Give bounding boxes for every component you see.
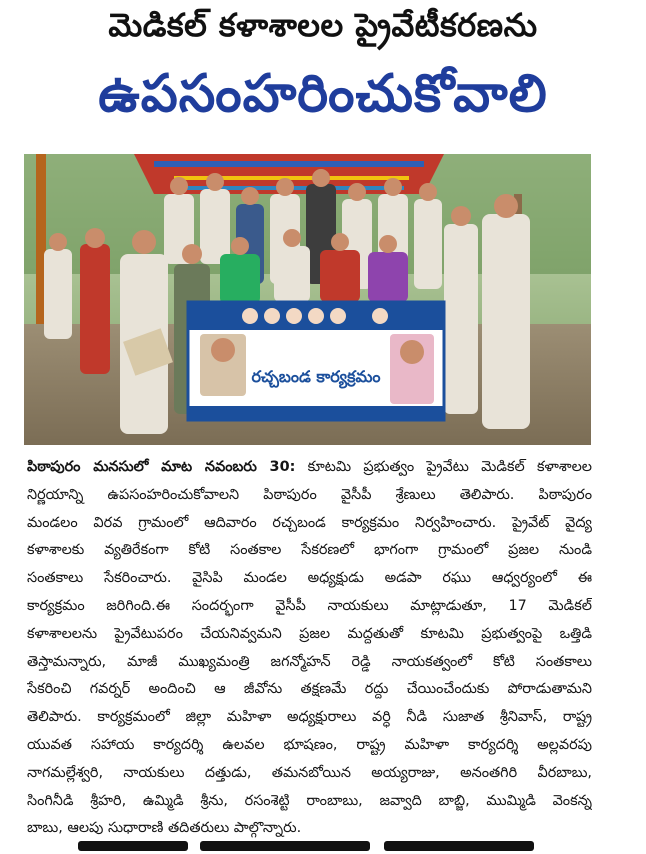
article-line-9: సేకరించి గవర్నర్ అందించి ఆ జీవోను తక్షణమే రద్దు చేయించేందుకు పోరాడుతామని: [27, 681, 592, 698]
article-body: [27, 454, 592, 843]
article-line-6: కార్యక్రమం జరిగింది.ఈ సందర్భంగా వైసీపీ నాయకులు మాట్లాడుతూ, 17 మెడికల్: [27, 597, 592, 614]
article-lead: పిఠాపురం మనసులో మాట నవంబరు 30:: [27, 459, 296, 475]
article-line-3: మండలం విరవ గ్రామంలో ఆదివారం రచ్చబండ కార్యక్రమం నిర్వహించారు. ప్రైవేట్ వైద్య: [27, 514, 592, 531]
news-photo-illustration: [24, 154, 591, 445]
rachabanda-banner: [188, 302, 444, 420]
headline-line-2: ఉపసంహరించుకోవాలి: [98, 64, 548, 124]
headline-line-1: మెడికల్ కళాశాలల ప్రైవేటీకరణను: [108, 6, 538, 44]
next-article-headline-fragment: [0, 838, 646, 854]
article-line-12: నాగమల్లేశ్వరి, నాయకులు దత్తుడు, తమనబోయిన అయ్యరాజు, అనంతగిరి వీరబాబు,: [27, 764, 592, 781]
article-line-5: సంతకాలు సేకరించారు. వైసిపి మండల అధ్యక్షుడు అడపా రఘు ఆధ్వర్యంలో ఈ: [27, 570, 592, 587]
article-line-1: [27, 454, 592, 482]
article-line-8: తెస్తామన్నారు, మాజీ ముఖ్యమంత్రి జగన్మోహన్ రెడ్డి నాయకత్వంలో కోటి సంతకాలు: [27, 653, 592, 670]
article-line-11: యువత సహాయ కార్యదర్శి ఉలవల భూషణం, రాష్ట్ర మహిళా కార్యదర్శి అల్లవరపు: [27, 736, 592, 753]
article-line-4: కళాశాలకు వ్యతిరేకంగా కోటి సంతకాల సేకరణలో భాగంగా గ్రామంలో ప్రజల నుండి: [27, 542, 592, 559]
article-line-10: తెలిపారు. కార్యక్రమంలో జిల్లా మహిళా అధ్యక్షురాలు వర్ధి నీడి సుజాత శ్రీనివాస్, రాష్ట్ర: [27, 709, 592, 726]
article-line-13: సింగినీడి శ్రీహరి, ఉమ్మిడి శ్రీను, రసంశెట్టి రాంబాబు, జవ్వాది బాబ్జి, ముమ్మిడి వెంకన్న: [27, 792, 592, 809]
article-line-1-text: కూటమి ప్రభుత్వం ప్రైవేటు మెడికల్ కళాశాలల: [307, 459, 592, 475]
article-line-7: కళాశాలలను ప్రైవేటుపరం చేయనివ్వమని ప్రజల మద్దతుతో కూటమి ప్రభుత్వంపై ఒత్తిడి: [27, 625, 592, 642]
article-line-14: బాబు, ఆలపు సుధారాణి తదితరులు పాల్గొన్నారు.: [27, 820, 302, 837]
text-fragment: [78, 841, 188, 851]
news-photo: [24, 154, 591, 445]
text-fragment: [200, 841, 370, 851]
text-fragment: [384, 841, 534, 851]
article-line-2: నిర్ణయాన్ని ఉపసంహరించుకోవాలని పిఠాపురం వైసీపీ శ్రేణులు తెలిపారు. పిఠాపురం: [27, 486, 592, 503]
banner-title: రచ్చబండ కార్యక్రమం: [251, 367, 381, 386]
